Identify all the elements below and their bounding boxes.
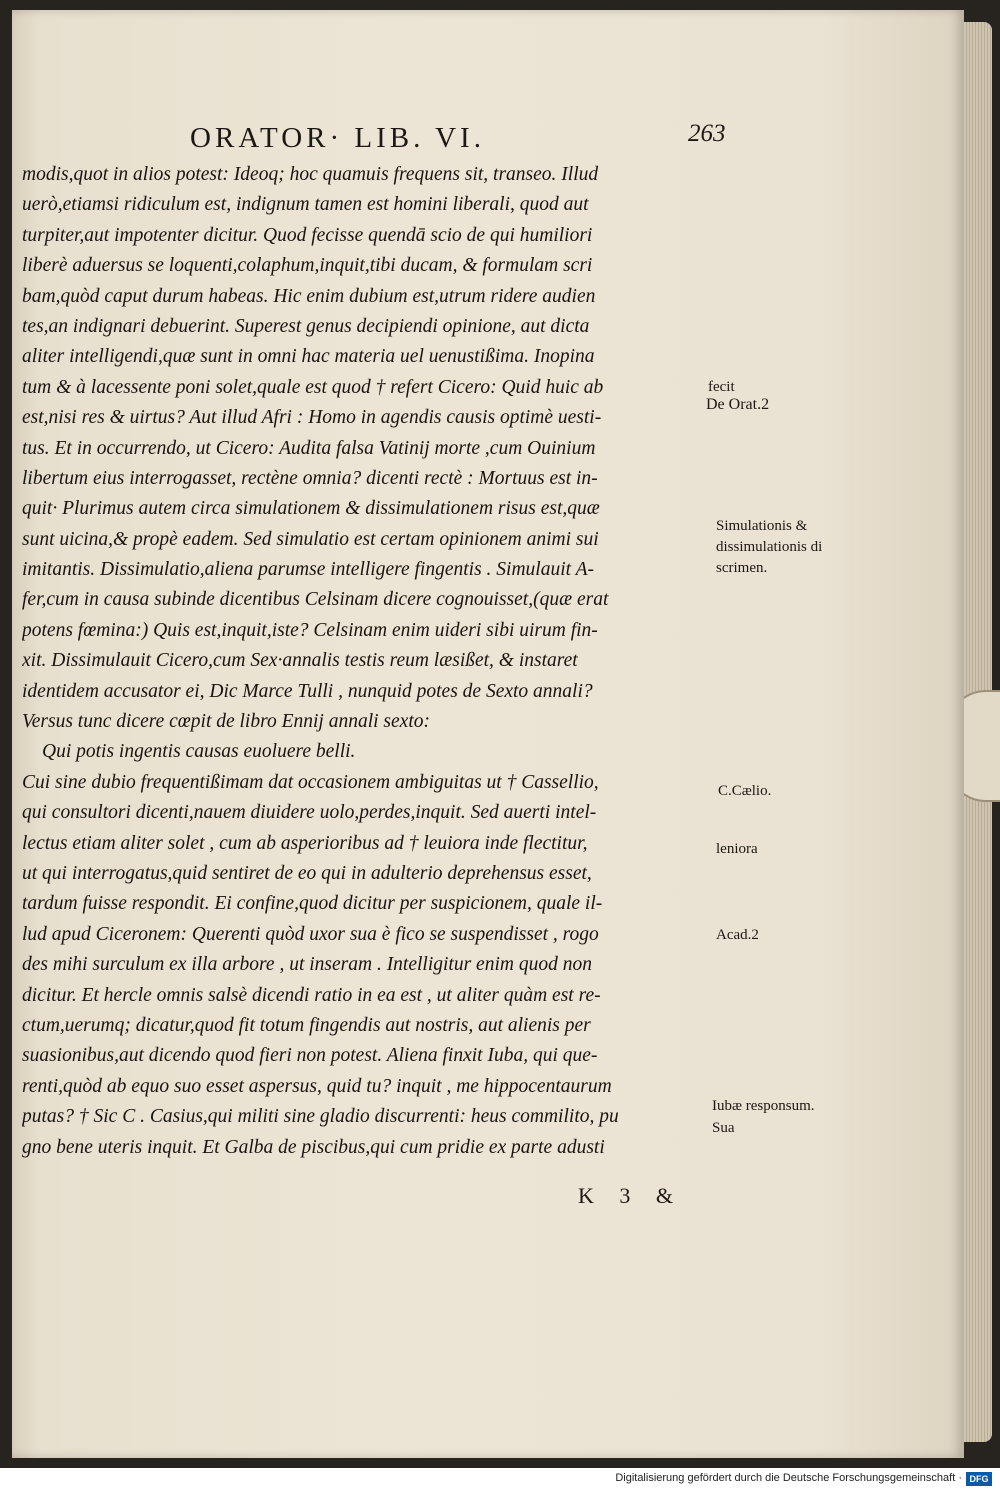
text-line: dicitur. Et hercle omnis salsè dicendi ratio in ea est , ut aliter quàm est re- [22, 984, 601, 1006]
page-header [12, 118, 964, 158]
footer-bar [0, 1468, 1000, 1491]
margin-note-scrimen: scrimen. [716, 560, 768, 576]
margin-note-de-orat: De Orat.2 [706, 396, 770, 413]
text-line: uerò,etiamsi ridiculum est, indignum tamen est homini liberali, quod aut [22, 194, 589, 216]
text-line: turpiter,aut impotenter dicitur. Quod fecisse quendā scio de qui humiliori [22, 224, 593, 246]
margin-note-dissimulationis: dissimulationis di [716, 539, 823, 555]
text-line: ut qui interrogatus,quid sentiret de eo qui in adulterio deprehensus esset, [22, 862, 592, 884]
text-line: imitantis. Dissimulatio,aliena parumse intelligere fingentis . Simulauit A- [22, 559, 594, 581]
text-line: bam,quòd caput durum habeas. Hic enim dubium est,utrum ridere audien [22, 285, 596, 307]
text-line: quit· Plurimus autem circa simulationem & dissimulationem risus est,quæ [22, 498, 600, 520]
text-line: lectus etiam aliter solet , cum ab asperioribus ad † leuiora inde flectitur, [22, 832, 588, 854]
text-line: identidem accusator ei, Dic Marce Tulli , nunquid potes de Sexto annali? [22, 680, 593, 702]
text-line: aliter intelligendi,quæ sunt in omni hac materia uel uenustißima. Inopina [22, 346, 595, 368]
text-line: libertum eius interrogasset, rectène omnia? dicenti rectè : Mortuus est in- [22, 467, 598, 489]
text-line: gno bene uteris inquit. Et Galba de piscibus,qui cum pridie ex parte adusti [22, 1136, 605, 1158]
text-line: liberè aduersus se loquenti,colaphum,inquit,tibi ducam, & formulam scri [22, 255, 593, 277]
text-line: Versus tunc dicere cœpit de libro Ennij annali sexto: [22, 711, 430, 733]
text-line: fer,cum in causa subinde dicentibus Celsinam dicere cognouisset,(quæ erat [22, 589, 609, 611]
text-line: tum & à lacessente poni solet,quale est quod † refert Cicero: Quid huic ab [22, 376, 604, 398]
main-text [22, 160, 712, 1163]
running-head: ORATOR· LIB. VI. [190, 122, 485, 154]
text-line: potens fœmina:) Quis est,inquit,iste? Celsinam enim uideri sibi uirum fin- [22, 619, 598, 641]
margin-note-acad: Acad.2 [716, 927, 759, 943]
text-line: des mihi surculum ex illa arbore , ut inseram . Intelligitur enim quod non [22, 954, 592, 976]
text-line: putas? † Sic C . Casius,qui militi sine gladio discurrenti: heus commilito, pu [22, 1106, 619, 1128]
margin-note-iubae: Iubæ responsum. [712, 1098, 815, 1114]
text-line: renti,quòd ab equo suo esset aspersus, quid tu? inquit , me hippocentaurum [22, 1075, 612, 1097]
margin-note-leniora: leniora [716, 841, 758, 857]
dfg-logo-icon: DFG [966, 1472, 992, 1486]
margin-note-fecit: fecit [708, 379, 735, 395]
text-line: xit. Dissimulauit Cicero,cum Sex·annalis testis reum læsißet, & instaret [22, 650, 578, 672]
text-line: suasionibus,aut dicendo quod fieri non potest. Aliena finxit Iuba, qui que- [22, 1045, 598, 1067]
text-line: tardum fuisse respondit. Ei confine,quod dicitur per suspicionem, quale il- [22, 893, 603, 915]
signature-mark: K 3 & [578, 1183, 683, 1208]
footer-credit: Digitalisierung gefördert durch die Deutsche Forschungsgemeinschaft · [615, 1472, 962, 1484]
text-line: est,nisi res & uirtus? Aut illud Afri : Homo in agendis causis optimè uesti- [22, 407, 602, 429]
text-line: ctum,uerumq; dicatur,quod fit totum fingendis aut nostris, aut alienis per [22, 1014, 591, 1036]
text-line: tus. Et in occurrendo, ut Cicero: Audita falsa Vatinij morte ,cum Ouinium [22, 437, 596, 459]
text-line: sunt uicina,& propè eadem. Sed simulatio est certam opinionem animi sui [22, 528, 599, 550]
text-line: modis,quot in alios potest: Ideoq; hoc quamuis frequens sit, transeo. Illud [22, 164, 599, 185]
margin-note-caelio: C.Cælio. [718, 783, 772, 799]
verse-line: Qui potis ingentis causas euoluere belli. [42, 741, 356, 763]
text-line: lud apud Ciceronem: Querenti quòd uxor sua è fico se suspendisset , rogo [22, 923, 599, 945]
text-line: Cui sine dubio frequentißimam dat occasionem ambiguitas ut † Cassellio, [22, 771, 599, 793]
text-line: qui consultori dicenti,nauem diuidere uolo,perdes,inquit. Sed auerti intel- [22, 802, 597, 824]
margin-note-sua: Sua [712, 1120, 735, 1136]
text-line: tes,an indignari debuerint. Superest genus decipiendi opinione, aut dicta [22, 315, 590, 337]
margin-note-simulationis: Simulationis & [716, 518, 808, 534]
page-number: 263 [688, 120, 726, 147]
